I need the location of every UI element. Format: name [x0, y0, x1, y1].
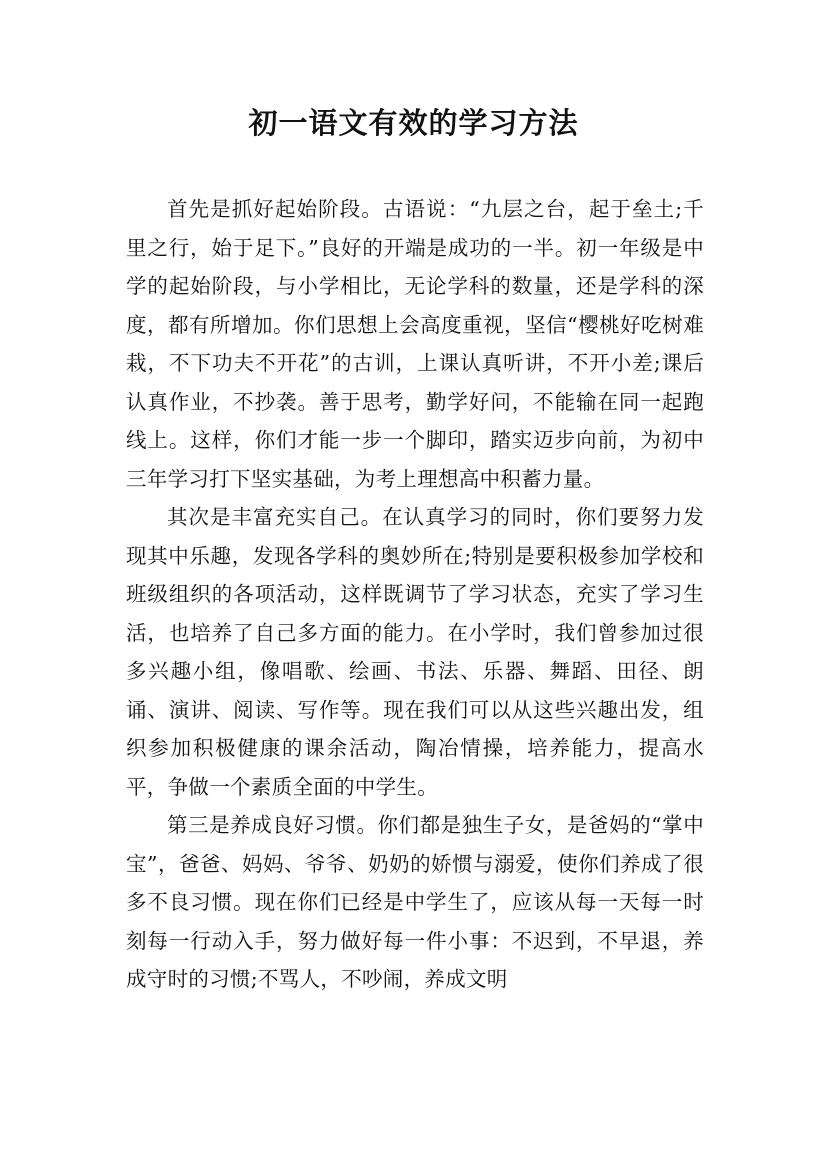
paragraph-2: 其次是丰富充实自己。在认真学习的同时，你们要努力发现其中乐趣，发现各学科的奥妙所在;特别是要积极参加学校和班级组织的各项活动，这样既调节了学习状态，充实了学习生活，也培养了自己多方面的能力。在小学时，我们曾参加过很多兴趣小组，像唱歌、绘画、书法、乐器、舞蹈、田径、朗诵、演讲、阅读、写作等。现在我们可以从这些兴趣出发，组织参加积极健康的课余活动，陶冶情操，培养能力，提高水平，争做一个素质全面的中学生。: [126, 505, 704, 799]
document-body: [126, 190, 704, 999]
paragraph-1: 首先是抓好起始阶段。古语说：“九层之台，起于垒土;千里之行，始于足下。”良好的开端是成功的一半。初一年级是中学的起始阶段，与小学相比，无论学科的数量，还是学科的深度，都有所增加。你们思想上会高度重视，坚信“樱桃好吃树难栽，不下功夫不开花”的古训，上课认真听讲，不开小差;课后认真作业，不抄袭。善于思考，勤学好问，不能输在同一起跑线上。这样，你们才能一步一个脚印，踏实迈步向前，为初中三年学习打下坚实基础，为考上理想高中积蓄力量。: [126, 197, 704, 491]
document-title: 初一语文有效的学习方法: [248, 106, 579, 140]
paragraph-3: 第三是养成良好习惯。你们都是独生子女，是爸妈的“掌中宝”，爸爸、妈妈、爷爷、奶奶的娇惯与溺爱，使你们养成了很多不良习惯。现在你们已经是中学生了，应该从每一天每一时刻每一行动入手，努力做好每一件小事：不迟到，不早退，养成守时的习惯;不骂人，不吵闹，养成文明: [126, 813, 704, 991]
